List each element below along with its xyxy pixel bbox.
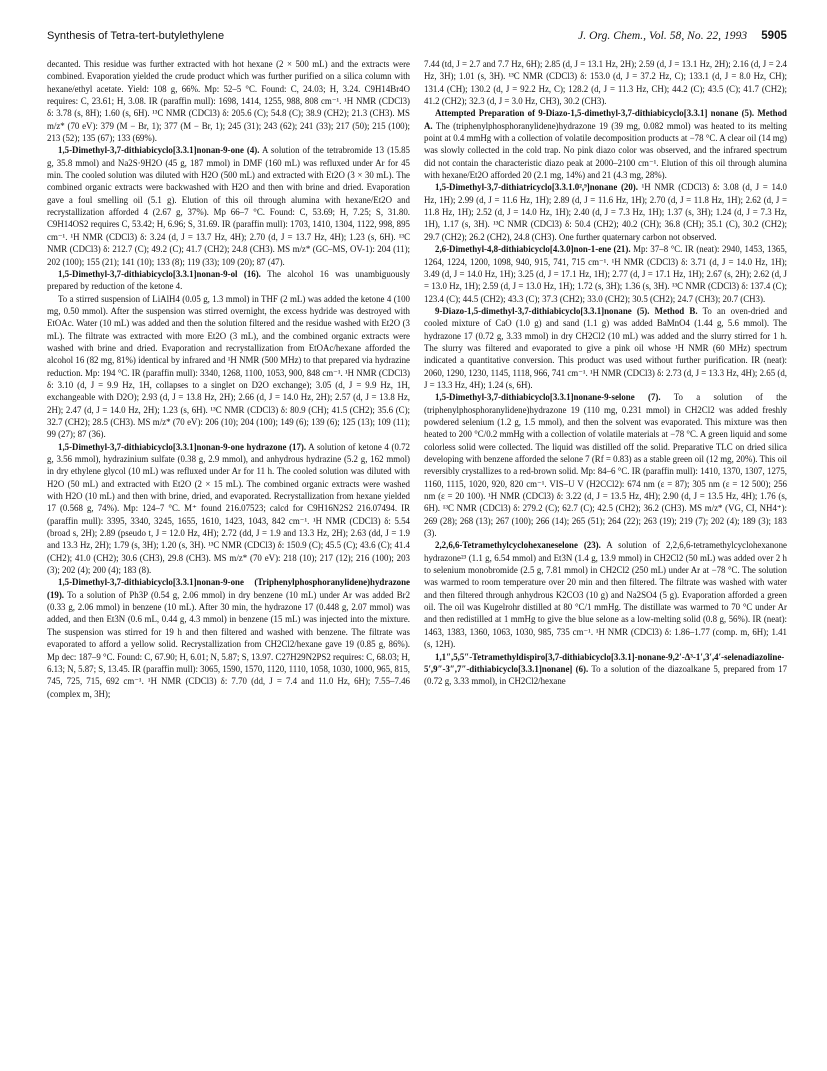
paragraph-text: ¹H NMR (CDCl3) δ: 3.08 (d, J = 14.0 Hz, 1H); 2.99 (d, J = 11.6 Hz, 1H); 2.89 (d, J = 11.6 Hz, 1H); 2.70 (d, J = 11.8 Hz, 1H); 2.62 (d, J = 11.8 Hz, 1H); 2.52 (d, J = 14.0 Hz, 1H); 2.40 (d, J = 7.3 Hz, 1H); 1.37 (s, 3H); 1.24 (d, J = 7.3 Hz, 1H), 1.17 (s, 3H). ¹³C NMR (CDCl3) δ: 50.4 (CH2); 40.2 (CH); 36.8 (CH); 35.1 (C), 30.2 (CH2); 29.7 (CH2); 26.2 (CH2), 24.8 (CH3). One further quaternary carbon not observed. — [424, 182, 787, 242]
paragraph — [424, 181, 787, 243]
running-title: Synthesis of Tetra-tert-butylethylene — [47, 30, 225, 42]
paragraph — [424, 58, 787, 107]
paragraph — [47, 58, 410, 144]
paragraph-text: A solution of ketone 4 (0.72 g, 3.56 mmol), hydrazinium sulfate (0.38 g, 2.9 mmol), and anhydrous hydrazine (5.2 g, 162 mmol) in dry ethylene glycol (10 mL) was refluxed under Ar for 11 h. The cooled solution was diluted with H2O (50 mL) and extracted with Et2O (2 × 15 mL). The combined organic extracts were washed with H2O (10 mL) and then with brine, dried, and evaporated. Recrystallization from hexane yielded 17 (0.568 g, 74%). Mp: 124–7 °C. M⁺ found 216.07523; calcd for C9H16N2S2 216.07494. IR (paraffin mull): 3395, 3340, 3245, 1655, 1610, 1423, 1043, 842 cm⁻¹. ¹H NMR (CDCl3) δ: 5.54 (broad s, 2H); 2.89 (pseudo t, J = 12.0 Hz, 4H); 2.72 (dd, J = 1.9 and 13.3 Hz, 2H); 2.63 (dd, J = 1.9 and 13.3 Hz, 2H); 1.79 (s, 3H); 1.20 (s, 3H). ¹³C NMR (CDCl3) δ: 150.9 (C); 45.5 (C); 43.6 (C); 41.4 (CH2); 41.0 (CH2); 30.6 (CH3), 29.8 (CH3). MS m/z* (70 eV): 218 (10); 217 (12); 216 (100); 203 (3); 202 (4); 200 (4); 183 (8). — [47, 441, 410, 576]
paragraph-text: decanted. This residue was further extracted with hot hexane (2 × 500 mL) and the extracts were combined. Evaporation yielded the crude product which was further purified on a silica column with hexane/ethyl acetate. Yield: 108 g, 66%. Mp: 52–5 °C. Found: C, 24.03; H, 3.24. C9H14Br4O requires: C, 23.61; H, 3.08. IR (paraffin mull): 1698, 1414, 1255, 988, 808 cm⁻¹. ¹H NMR (CDCl3) δ: 3.78 (s, 8H); 1.60 (s, 6H). ¹³C NMR (CDCl3) δ: 205.6 (C); 54.8 (C); 38.9 (CH2); 21.3 (CH3). MS m/z* (70 eV): 379 (M − Br, 1); 377 (M − Br, 1); 245 (31); 243 (62); 241 (33); 217 (50); 215 (100); 213 (52); 135 (67); 133 (69%). — [47, 59, 410, 144]
left-column — [47, 58, 410, 700]
compound-heading: 1,5-Dimethyl-3,7-dithiabicyclo[3.3.1]nonane-9-selone (7). — [435, 392, 661, 403]
paragraph-text: The (triphenylphosphoranylidene)hydrazone 19 (39 mg, 0.082 mmol) was heated to its melting point at 0.4 mmHg with a collection of volatile decomposition products at −78 °C. A clear oil (14 mg) was slowly collected in the cold trap. No pink diazo color was observed, and the infrared spectrum did not contain the characteristic diazo peak at 2000–2100 cm⁻¹. Elution of this oil through alumina with hexane/Et2O afforded 20 (2.1 mg, 14%) and 21 (4.3 mg, 28%). — [424, 120, 787, 181]
paragraph — [47, 144, 410, 267]
compound-heading: 2,2,6,6-Tetramethylcyclohexaneselone (23). — [435, 540, 601, 551]
paragraph-text: To a solution of Ph3P (0.54 g, 2.06 mmol) in dry benzene (10 mL) under Ar was added Br2 (0.33 g, 2.06 mmol) in benzene (10 mL). After 30 min, the hydrazone 17 (0.448 g, 2.07 mmol) was added, and then Et3N (0.6 mL, 0.44 g, 4.3 mmol) in benzene (15 mL) was injected into the mixture. The suspension was stirred for 19 h and then filtered and washed with benzene. The filtrate was evaporated to afford a yellow solid. Recrystallization from CH2Cl2/hexane gave 19 (0.85 g, 86%). Mp dec: 187–9 °C. Found: C, 67.90; H, 6.01; N, 5.87; S, 13.97. C27H29N2PS2 requires: C, 68.03; H, 6.13; N, 5.87; S, 13.45. IR (paraffin mull): 3065, 1590, 1570, 1120, 1110, 1058, 1030, 1000, 965, 815, 745, 725, 715, 692 cm⁻¹. ¹H NMR (CDCl3) δ: 7.70 (dd, J = 7.4 and 11.0 Hz, 6H); 7.55–7.46 (complex m, 3H); — [47, 589, 411, 699]
paragraph — [47, 268, 410, 293]
paragraph — [424, 539, 787, 650]
paragraph — [424, 651, 787, 688]
two-column-body — [47, 58, 787, 700]
paragraph-text: To a solution of the diazoalkane 5, prepared from 17 (0.72 g, 3.33 mmol), in CH2Cl2/hexane — [424, 663, 788, 687]
paragraph — [47, 293, 410, 441]
paragraph — [424, 305, 787, 391]
compound-heading: 1,5-Dimethyl-3,7-dithiatricyclo[3.3.1.0²,⁹]nonane (20). — [435, 182, 638, 193]
paragraph-text: To a stirred suspension of LiAlH4 (0.05 g, 1.3 mmol) in THF (2 mL) was added the ketone 4 (100 mg, 0.50 mmol). After the suspension was stirred overnight, the excess hydride was destroyed with EtOAc. Water (10 mL) was added and then the solution filtered and the residue washed with Et2O (3 mL). The filtrate was extracted with more Et2O (3 mL), and the combined organic extracts were washed with brine and dried. Evaporation and recrystallization from EtOAc/hexane afforded the alcohol 16 (82 mg, 81%) identical by infrared and ¹H NMR (500 MHz) to that prepared via hydrazine reduction. Mp: 194 °C. IR (paraffin mull): 3340, 1268, 1100, 1053, 900, 848 cm⁻¹. ¹H NMR (CDCl3) δ: 3.10 (d, J = 9.9 Hz, 1H, collapses to a singlet on D2O exchange); 3.05 (d, J = 9.9 Hz, 1H, exchangeable with D2O); 2.93 (d, J = 13.8 Hz, 2H); 2.66 (d, J = 14.0 Hz, 2H); 2.57 (d, J = 13.8 Hz, 2H); 2.47 (d, J = 14.0 Hz, 2H); 1.23 (s, 6H). ¹³C NMR (CDCl3) δ: 80.9 (CH); 41.5 (CH2); 35.6 (C); 32.7 (CH2); 28.5 (CH3). MS m/z* (70 eV): 206 (10); 204 (100); 149 (6); 139 (6); 125 (13); 109 (11); 99 (27); 87 (36). — [47, 293, 410, 440]
page-number: 5905 — [761, 30, 787, 42]
paragraph-text: A solution of 2,2,6,6-tetramethylcyclohexanone hydrazone²³ (1.1 g, 6.54 mmol) and Et3N (1.4 g, 13.9 mmol) in CH2Cl2 (50 mL) was added over 2 h to selenium monobromide (2.5 g, 7.81 mmol) in CH2Cl2 (250 mL) under Ar at −78 °C. The solution was warmed to room temperature over 20 min and then filtered. The filtrate was washed with water and then filtered through anhydrous K2CO3 (10 g) and Na2SO4 (5 g). Evaporation afforded a green oil. The oil was Kugelrohr distilled at 80 °C/1 mmHg. The distillate was warmed to 70 °C under Ar and then redistilled at 1 mmHg to give the blue selone as a low-melting solid (0.8 g, 56%). IR (neat): 1463, 1383, 1360, 1063, 1030, 985, 735 cm⁻¹. ¹H NMR (CDCl3) δ: 1.86–1.77 (comp. m, 6H); 1.41 (s, 12H). — [424, 540, 787, 650]
compound-heading: 1,5-Dimethyl-3,7-dithiabicyclo[3.3.1]nonan-9-one (Triphenylphosphoranylidene)hydrazone (19). — [47, 577, 410, 600]
right-column — [424, 58, 787, 700]
paragraph-text: 7.44 (td, J = 2.7 and 7.7 Hz, 6H); 2.85 (d, J = 13.1 Hz, 2H); 2.59 (d, J = 13.1 Hz, 2H); 2.16 (d, J = 2.4 Hz, 3H); 1.01 (s, 3H). ¹³C NMR (CDCl3) δ: 153.0 (d, J = 37.2 Hz, C); 133.1 (d, J = 8.0 Hz, CH); 131.4 (CH); 130.2 (d, J = 92.2 Hz, C); 128.2 (d, J = 11.3 Hz, CH); 44.2 (C); 43.5 (C); 41.7 (CH2); 41.2 (CH2); 32.3 (d, J = 3.0 Hz, CH3), 30.2 (CH3). — [424, 59, 787, 107]
journal-citation — [578, 30, 787, 42]
paragraph — [424, 391, 787, 539]
compound-heading: 1,1″,5,5″-Tetramethyldispiro[3,7-dithiabicyclo[3.3.1]-nonane-9,2′-Δ³-1′,3′,4′-selenadiazoline-5′,9″-3″,7″-dithiabicyclo[3.3.1]nonane] (6). — [424, 651, 785, 674]
paragraph — [424, 243, 787, 305]
compound-heading: 1,5-Dimethyl-3,7-dithiabicyclo[3.3.1]nonan-9-one hydrazone (17). — [58, 441, 307, 452]
paragraph-text: To an oven-dried and cooled mixture of CaO (1.0 g) and sand (1.1 g) was added BaMnO4 (1.44 g, 5.6 mmol). The hydrazone 17 (0.72 g, 3.33 mmol) in dry CH2Cl2 (10 mL) was added and the slurry stirred for 1 h. The slurry was filtered and evaporated to give a pink oil whose ¹H NMR (60 MHz) spectrum indicated a quantitative conversion. This product was used without further purification. IR (neat): 2060, 1290, 1230, 1145, 1118, 966, 741 cm⁻¹. ¹H NMR (CDCl3) δ: 2.73 (d, J = 13.3 Hz, 4H); 2.65 (d, J = 13.3 Hz, 4H); 1.24 (s, 6H). — [424, 305, 788, 390]
compound-heading: 1,5-Dimethyl-3,7-dithiabicyclo[3.3.1]nonan-9-one (4). — [58, 145, 260, 156]
paragraph — [424, 107, 787, 181]
paragraph-text: Mp: 37–8 °C. IR (neat): 2940, 1453, 1365, 1264, 1224, 1200, 1098, 940, 915, 741, 715 cm⁻¹. ¹H NMR (CDCl3) δ: 3.71 (d, J = 14.0 Hz, 1H); 3.49 (d, J = 14.0 Hz, 1H); 3.25 (d, J = 17.1 Hz, 1H); 2.77 (d, J = 17.1 Hz, 1H); 2.67 (s, 2H); 2.62 (d, J = 13.0 Hz, 1H); 2.59 (d, J = 13.0 Hz, 1H); 1.72 (s, 3H); 1.36 (s, 3H). ¹³C NMR (CDCl3) δ: 137.4 (C); 123.4 (C); 44.5 (CH2); 43.3 (C); 37.3 (CH2); 33.0 (CH2); 30.5 (CH2); 24.7 (CH3); 20.7 (CH3). — [424, 244, 788, 304]
paragraph-text: A solution of the tetrabromide 13 (15.85 g, 35.8 mmol) and Na2S·9H2O (45 g, 187 mmol) in DMF (160 mL) was refluxed under Ar for 45 min. The cooled solution was diluted with H2O (500 mL) and extracted with Et2O (3 × 30 mL). The combined organic extracts were backwashed with H2O and then with brine and dried. Evaporation gave a foul smelling oil (5.1 g). Elution of this oil through alumina with hexane/Et2O and recrystallization afforded 4 (2.67 g, 37%). Mp 66–7 °C. Found: C, 53.69; H, 7.25; S, 31.80. C9H14OS2 requires C, 53.42; H, 6.96; S, 31.69. IR (paraffin mull): 1703, 1410, 1304, 1122, 998, 895 cm⁻¹. ¹H NMR (CDCl3) δ: 3.24 (d, J = 13.7 Hz, 4H); 2.70 (d, J = 13.7 Hz, 4H); 1.23 (s, 6H). ¹³C NMR (CDCl3) δ: 212.7 (C); 49.2 (C); 41.7 (CH2); 24.8 (CH3). MS m/z* (GC–MS, OV-1): 204 (11); 202 (100); 155 (21); 141 (10); 133 (8); 119 (33); 109 (20); 87 (47). — [47, 145, 410, 267]
compound-heading: Attempted Preparation of 9-Diazo-1,5-dimethyl-3,7-dithiabicyclo[3.3.1] nonane (5). Method A. — [424, 108, 787, 131]
compound-heading: 9-Diazo-1,5-dimethyl-3,7-dithiabicyclo[3.3.1]nonane (5). Method B. — [435, 305, 698, 316]
paragraph-text: To a solution of the (triphenylphosphoranylidene)hydrazone 19 (110 mg, 0.231 mmol) in CH2Cl2 was added freshly powdered selenium (1.2 g, 1.5 mmol), and then the solvent was evaporated. This mixture was then heated to 200 °C/0.2 mmHg with a collection of volatile materials at −78 °C. A green liquid and some colorless solid were collected. The liquid was distilled off the solid. Preparative TLC on dried silica developing with benzene afforded the selone 7 (Rf = 0.83) as a stable green oil (12 mg, 20%). This oil reversibly crystallizes to a red-brown solid. Mp: 84–6 °C. IR (paraffin mull): 1410, 1370, 1307, 1275, 1160, 1115, 1020, 920, 820 cm⁻¹. VIS–U V (H2CCl2): 674 nm (ε = 87); 305 nm (ε = 12 500); 256 nm (ε = 20 100). ¹H NMR (CDCl3) δ: 3.22 (d, J = 13.5 Hz, 4H); 2.90 (d, J = 13.5 Hz, 4H); 1.76 (s, 6H). ¹³C NMR (CDCl3) δ: 279.2 (C); 62.7 (C); 42.5 (CH2); 36.2 (CH3). MS m/z* (VG, CI, NH4⁺): 269 (28); 268 (13); 267 (100); 266 (14); 265 (51); 264 (22); 263 (19); 219 (7); 202 (4); 189 (3); 183 (3). — [424, 392, 787, 539]
journal-reference: J. Org. Chem., Vol. 58, No. 22, 1993 — [578, 30, 748, 42]
paragraph-text: The alcohol 16 was unambiguously prepared by reduction of the ketone 4. — [47, 268, 410, 292]
paragraph — [47, 576, 410, 699]
compound-heading: 1,5-Dimethyl-3,7-dithiabicyclo[3.3.1]nonan-9-ol (16). — [58, 268, 261, 279]
compound-heading: 2,6-Dimethyl-4,8-dithiabicyclo[4.3.0]non-1-ene (21). — [435, 244, 631, 255]
paragraph — [47, 441, 410, 577]
running-header — [47, 30, 787, 52]
